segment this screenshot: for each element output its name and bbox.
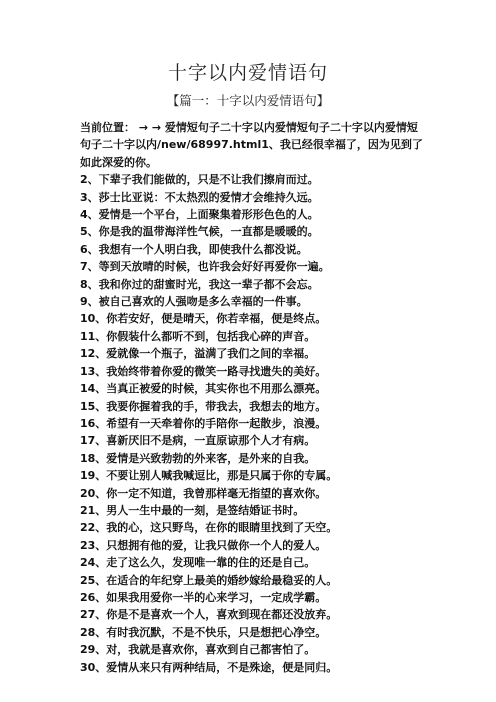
quote-line: 6、我想有一个人明白我，即使我什么都没说。	[80, 242, 308, 256]
quote-line: 16、希望有一天牵着你的手陪你一起散步，浪漫。	[80, 416, 327, 430]
quote-line: 25、在适合的年纪穿上最美的婚纱嫁给最稳妥的人。	[80, 573, 338, 587]
intro-paragraph: 当前位置： → → 爱情短句子二十字以内爱情短句子二十字以内爱情短句子二十字以内/new/68997.html1、我已经很幸福了，因为见到了如此深爱的你。	[80, 121, 423, 169]
quote-line: 27、你是不是喜欢一个人，喜欢到现在都还没放弃。	[80, 608, 338, 622]
quote-line: 11、你假装什么都听不到，包括我心碎的声音。	[80, 329, 316, 343]
quote-line: 30、爱情从来只有两种结局，不是殊途，便是同归。	[80, 660, 338, 674]
quote-line: 13、我始终带着你爱的微笑一路寻找遗失的美好。	[80, 364, 327, 378]
quote-line: 4、爱情是一个平台，上面聚集着形形色色的人。	[80, 208, 319, 222]
quote-line: 17、喜新厌旧不是病，一直原谅那个人才有病。	[80, 434, 316, 448]
quote-line: 3、莎士比亚说：不太热烈的爱情才会维持久远。	[80, 190, 319, 204]
quote-line: 18、爱情是兴致勃勃的外来客，是外来的自我。	[80, 451, 316, 465]
quote-line: 20、你一定不知道，我曾那样毫无指望的喜欢你。	[80, 486, 327, 500]
document-subtitle: 【篇一：十字以内爱情语句】	[166, 93, 330, 108]
quote-line: 22、我的心，这只野鸟，在你的眼睛里找到了天空。	[80, 521, 338, 535]
quote-line: 23、只想拥有他的爱，让我只做你一个人的爱人。	[80, 538, 327, 552]
quote-line: 5、你是我的温带海洋性气候，一直都是暖暖的。	[80, 225, 319, 239]
quote-line: 21、男人一生中最的一刻，是签结婚证书时。	[80, 503, 305, 517]
document-body	[80, 119, 425, 676]
quote-line: 8、我和你过的甜蜜时光，我这一辈子都不会忘。	[80, 277, 319, 291]
quote-line: 28、有时我沉默，不是不快乐，只是想把心净空。	[80, 625, 327, 639]
quote-line: 2、下辈子我们能做的，只是不让我们擦肩而过。	[80, 173, 319, 187]
quote-line: 26、如果我用爱你一半的心来学习，一定成学霸。	[80, 590, 327, 604]
quote-line: 15、我要你握着我的手，带我去，我想去的地方。	[80, 399, 327, 413]
quote-list	[80, 171, 425, 676]
quote-line: 19、不要让别人喊我喊逗比，那是只属于你的专属。	[80, 469, 338, 483]
quote-line: 9、被自己喜欢的人强吻是多么幸福的一件事。	[80, 295, 308, 309]
quote-line: 12、爱就像一个瓶子，溢满了我们之间的幸福。	[80, 347, 316, 361]
quote-line: 14、当真正被爱的时候，其实你也不用那么漂亮。	[80, 382, 327, 396]
quote-line: 24、走了这么久，发现唯一靠的住的还是自己。	[80, 556, 316, 570]
quote-line: 10、你若安好，便是晴天，你若幸福，便是终点。	[80, 312, 327, 326]
quote-line: 7、等到天放晴的时候，也许我会好好再爱你一遍。	[80, 260, 330, 274]
quote-line: 29、对，我就是喜欢你，喜欢到自己都害怕了。	[80, 643, 316, 657]
document-title: 十字以内爱情语句	[167, 62, 328, 84]
